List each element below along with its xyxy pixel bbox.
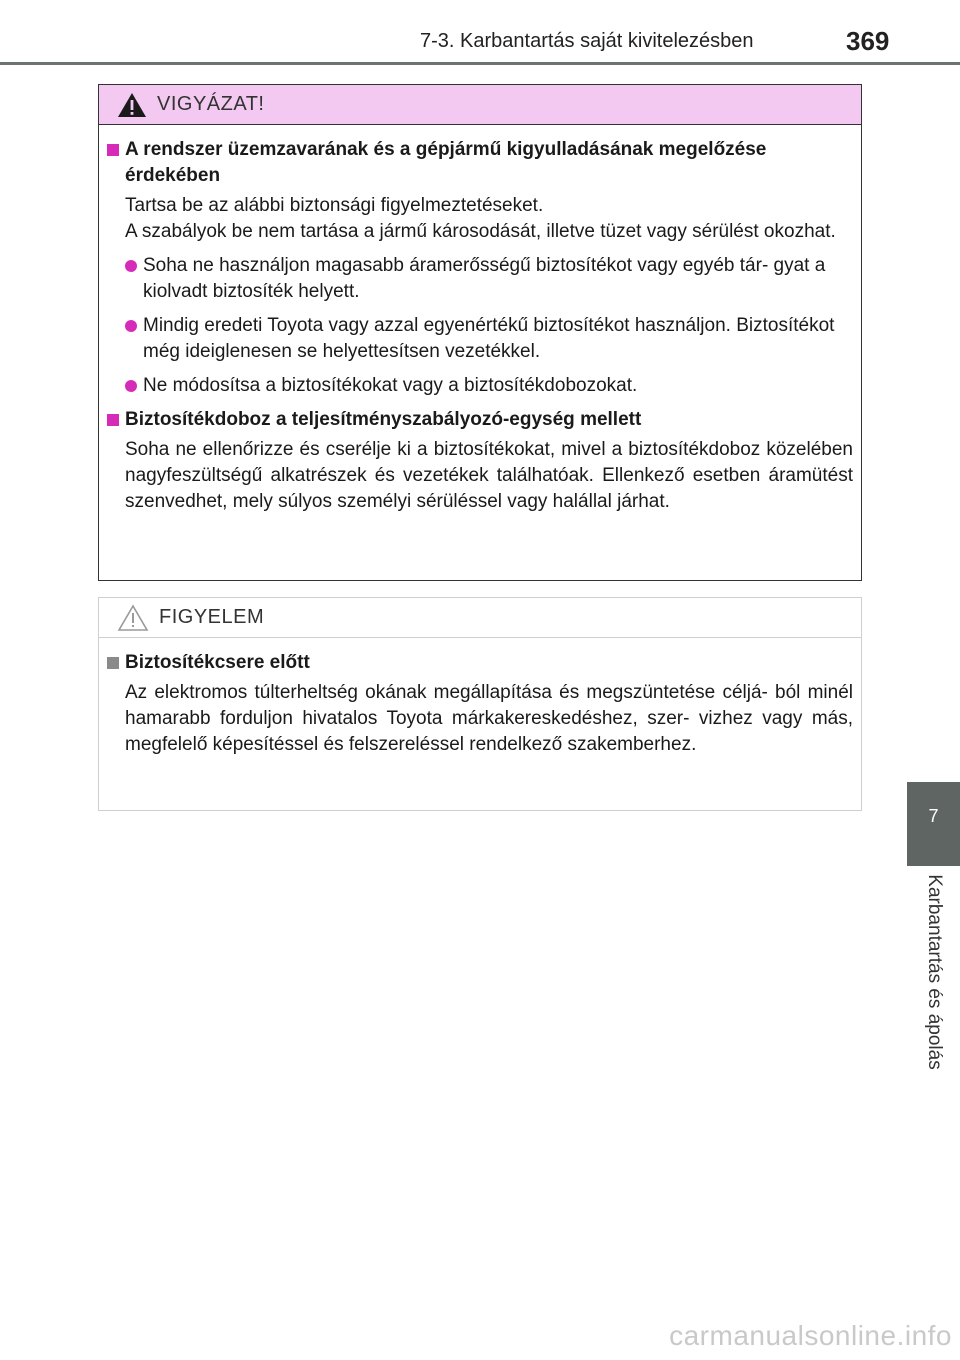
section-heading-text: Biztosítékcsere előtt — [125, 652, 310, 673]
notice-header — [99, 598, 861, 638]
chapter-label: Karbantartás és ápolás — [924, 874, 945, 1070]
circle-bullet-icon — [125, 320, 137, 332]
circle-bullet-icon — [125, 380, 137, 392]
list-item — [107, 313, 853, 365]
warning-triangle-outline-icon — [117, 604, 149, 632]
notice-paragraph: Az elektromos túlterheltség okának megállapítása és megszüntetése céljá- ból minél hamarabb forduljon hivatalos Toyota márkakereskedéshez, szer- vizhez vagy más, megfelelő képesítéssel és felszereléssel rendelkező szakemberhez. — [125, 682, 853, 755]
section-title: 7-3. Karbantartás saját kivitelezésben — [420, 30, 754, 52]
warning-paragraph — [107, 193, 853, 245]
paragraph-line: A szabályok be nem tartása a jármű károsodását, illetve tüzet vagy sérülést okozhat. — [125, 221, 836, 242]
watermark: carmanualsonline.info — [669, 1320, 952, 1351]
notice-section-heading — [107, 650, 853, 676]
page-number: 369 — [846, 26, 890, 56]
list-item — [107, 373, 853, 399]
section-heading-text: A rendszer üzemzavarának és a gépjármű kigyulladásának megelőzése érdekében — [125, 139, 767, 186]
section-heading-text: Biztosítékdoboz a teljesítményszabályozó-egység mellett — [125, 409, 642, 430]
list-item-text: Mindig eredeti Toyota vagy azzal egyenértékű biztosítékot használjon. Biztosítékot még ideiglenesen se helyettesítsen vezetékkel. — [143, 315, 835, 362]
square-bullet-icon — [107, 144, 119, 156]
warning-box — [98, 84, 862, 581]
square-bullet-icon — [107, 657, 119, 669]
warning-title: VIGYÁZAT! — [157, 93, 265, 115]
list-item — [107, 253, 853, 305]
square-bullet-icon — [107, 414, 119, 426]
warning-header — [99, 85, 861, 125]
circle-bullet-icon — [125, 260, 137, 272]
paragraph-line: Tartsa be az alábbi biztonsági figyelmeztetéseket. — [125, 195, 544, 216]
notice-title: FIGYELEM — [159, 606, 265, 628]
list-item-text: Soha ne használjon magasabb áramerősségű biztosítékot vagy egyéb tár- gyat a kiolvadt biztosíték helyett. — [143, 255, 826, 302]
header-divider — [0, 62, 960, 65]
warning-section-heading — [107, 137, 853, 189]
list-item-text: Ne módosítsa a biztosítékokat vagy a biztosítékdobozokat. — [143, 375, 638, 396]
notice-box — [98, 597, 862, 811]
warning-triangle-filled-icon — [117, 92, 147, 118]
chapter-tab — [907, 782, 960, 866]
chapter-number: 7 — [928, 806, 939, 826]
warning-section-heading — [107, 407, 853, 433]
warning-paragraph: Soha ne ellenőrizze és cserélje ki a biztosítékokat, mivel a biztosítékdoboz közelében nagyfeszültségű alkatrészek és vezetékek találhatóak. Ellenkező esetben áramütést szenvedhet, mely súlyos személyi sérüléssel vagy halállal járhat. — [125, 439, 853, 512]
